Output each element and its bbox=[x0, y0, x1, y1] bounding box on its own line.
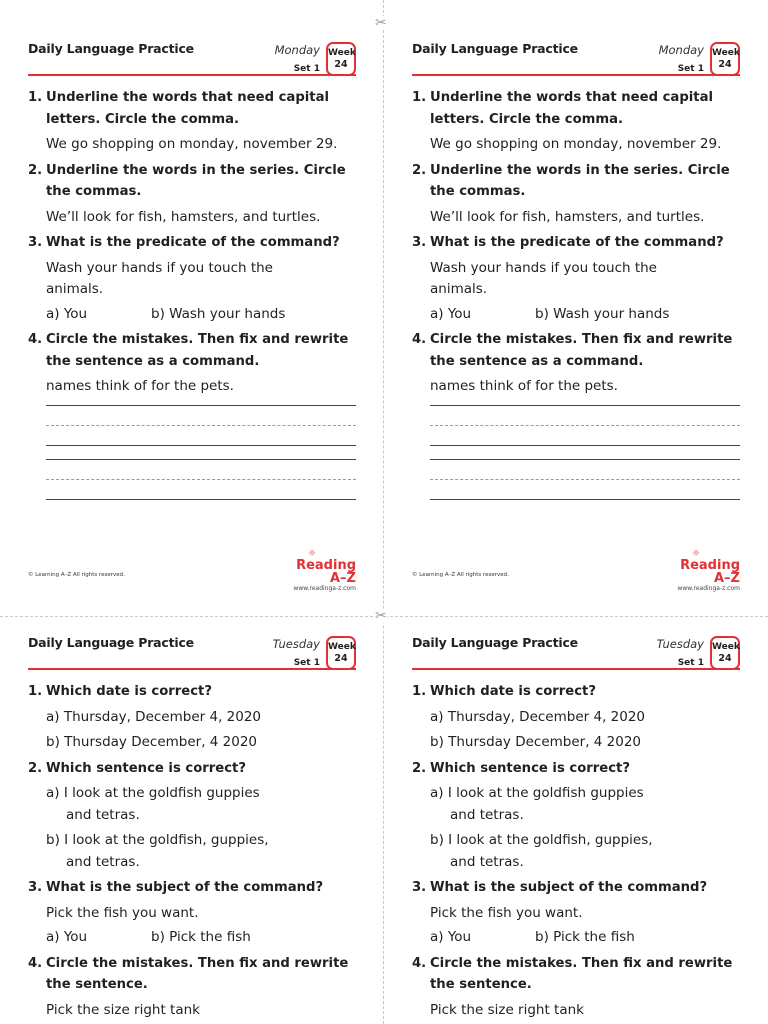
question-3-sentence: Wash your hands if you touch the animals. bbox=[46, 259, 273, 297]
day-label: Monday bbox=[658, 43, 704, 57]
week-badge: Week 24 bbox=[326, 42, 356, 76]
question-3-options bbox=[412, 304, 740, 326]
set-label: Set 1 bbox=[293, 658, 320, 668]
option-b: b) Thursday December, 4 2020 bbox=[46, 734, 258, 750]
question-1-sentence: We go shopping on monday, november 29. bbox=[46, 136, 338, 152]
option-a: a) You bbox=[430, 305, 472, 322]
question-4-sentence: names think of for the pets. bbox=[430, 378, 618, 394]
logo-url: www.readinga-z.com bbox=[293, 585, 356, 592]
question-2: 2. Which sentence is correct? bbox=[412, 760, 630, 776]
day-label: Tuesday bbox=[272, 637, 320, 651]
option-b: b) Pick the fish bbox=[151, 929, 251, 945]
question-1: 1. Underline the words that need capital letters. Circle the comma. bbox=[28, 90, 329, 127]
set-label: Set 1 bbox=[677, 658, 704, 668]
option-a: a) Thursday, December 4, 2020 bbox=[430, 708, 646, 725]
question-3-sentence: Wash your hands if you touch the animals. bbox=[430, 259, 657, 297]
card-header bbox=[28, 630, 356, 670]
question-1: 1. Which date is correct? bbox=[412, 684, 596, 699]
set-label: Set 1 bbox=[677, 64, 704, 74]
option-b-continued: and tetras. bbox=[66, 853, 140, 870]
worksheet-title: Daily Language Practice bbox=[28, 635, 194, 650]
set-label: Set 1 bbox=[293, 64, 320, 74]
question-3: 3. What is the predicate of the command? bbox=[28, 235, 340, 250]
scissors-icon: ✂ bbox=[375, 608, 387, 624]
card-header bbox=[412, 36, 740, 76]
question-3: 3. What is the subject of the command? bbox=[412, 880, 708, 895]
week-badge: Week 24 bbox=[710, 636, 740, 670]
option-b-continued: and tetras. bbox=[450, 853, 524, 870]
option-b: b) I look at the goldfish, guppies, bbox=[46, 832, 269, 848]
question-2: 2. Underline the words in the series. Circle the commas. bbox=[28, 162, 346, 199]
monday-card bbox=[28, 36, 356, 592]
tuesday-card bbox=[28, 630, 356, 1021]
logo-url: www.readinga-z.com bbox=[677, 585, 740, 592]
question-3-options bbox=[412, 927, 740, 949]
option-a: a) I look at the goldfish guppies bbox=[430, 785, 644, 801]
week-badge: Week 24 bbox=[710, 42, 740, 76]
question-4: 4. Circle the mistakes. Then fix and rewrite the sentence as a command. bbox=[412, 332, 733, 369]
reading-az-logo: ☼ Reading A–Z www.readinga-z.com bbox=[284, 550, 356, 593]
question-3-options bbox=[28, 304, 356, 326]
writing-lines bbox=[430, 405, 740, 500]
question-2: 2. Underline the words in the series. Circle the commas. bbox=[412, 162, 730, 199]
question-1-sentence: We go shopping on monday, november 29. bbox=[430, 136, 722, 152]
question-4-sentence: names think of for the pets. bbox=[46, 378, 234, 394]
option-b: b) Wash your hands bbox=[535, 305, 670, 322]
reading-az-logo: ☼ Reading A–Z www.readinga-z.com bbox=[668, 550, 740, 593]
option-a: a) You bbox=[430, 929, 472, 945]
card-header bbox=[28, 36, 356, 76]
option-a: a) I look at the goldfish guppies bbox=[46, 785, 260, 801]
option-a: a) You bbox=[46, 305, 88, 322]
writing-lines bbox=[46, 405, 356, 500]
question-3-sentence: Pick the fish you want. bbox=[430, 904, 583, 921]
option-b: b) Wash your hands bbox=[151, 305, 286, 322]
tuesday-card bbox=[412, 630, 740, 1021]
copyright-text: © Learning A–Z All rights reserved. bbox=[412, 572, 509, 578]
worksheet-title: Daily Language Practice bbox=[412, 41, 578, 56]
question-3: 3. What is the predicate of the command? bbox=[412, 235, 724, 250]
vertical-cut-line bbox=[383, 0, 384, 1024]
card-header bbox=[412, 630, 740, 670]
question-3: 3. What is the subject of the command? bbox=[28, 880, 324, 895]
sun-icon: ☼ bbox=[307, 549, 316, 559]
monday-card bbox=[412, 36, 740, 592]
week-badge: Week 24 bbox=[326, 636, 356, 670]
question-2: 2. Which sentence is correct? bbox=[28, 760, 246, 776]
option-a-continued: and tetras. bbox=[66, 806, 140, 823]
day-label: Monday bbox=[274, 43, 320, 57]
question-2-sentence: We’ll look for fish, hamsters, and turtles. bbox=[430, 208, 705, 225]
question-4: 4. Circle the mistakes. Then fix and rewrite the sentence as a command. bbox=[28, 332, 349, 369]
option-a-continued: and tetras. bbox=[450, 806, 524, 823]
question-1: 1. Underline the words that need capital letters. Circle the comma. bbox=[412, 90, 713, 127]
question-4: 4. Circle the mistakes. Then fix and rewrite the sentence. bbox=[28, 955, 349, 992]
day-label: Tuesday bbox=[656, 637, 704, 651]
question-3-sentence: Pick the fish you want. bbox=[46, 904, 199, 921]
worksheet-title: Daily Language Practice bbox=[28, 41, 194, 56]
copyright-text: © Learning A–Z All rights reserved. bbox=[28, 572, 125, 578]
option-a: a) You bbox=[46, 929, 88, 945]
question-4: 4. Circle the mistakes. Then fix and rewrite the sentence. bbox=[412, 955, 733, 992]
question-1: 1. Which date is correct? bbox=[28, 684, 212, 699]
scissors-icon: ✂ bbox=[375, 15, 387, 31]
option-b: b) I look at the goldfish, guppies, bbox=[430, 832, 653, 848]
question-3-options bbox=[28, 927, 356, 949]
option-b: b) Thursday December, 4 2020 bbox=[430, 734, 642, 750]
worksheet-title: Daily Language Practice bbox=[412, 635, 578, 650]
sun-icon: ☼ bbox=[691, 549, 700, 559]
option-a: a) Thursday, December 4, 2020 bbox=[46, 708, 262, 725]
option-b: b) Pick the fish bbox=[535, 929, 635, 945]
question-4-sentence: Pick the size right tank bbox=[46, 1001, 200, 1018]
question-4-sentence: Pick the size right tank bbox=[430, 1001, 584, 1018]
question-2-sentence: We’ll look for fish, hamsters, and turtles. bbox=[46, 208, 321, 225]
